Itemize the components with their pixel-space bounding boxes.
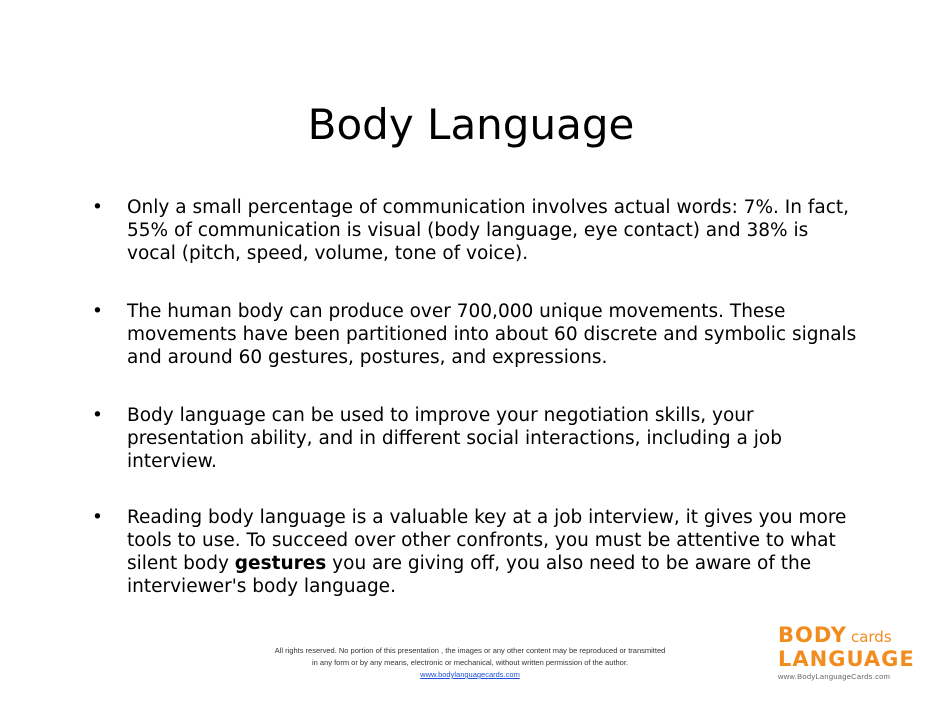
bullet-item <box>92 196 862 265</box>
website-link[interactable]: www.bodylanguagecards.com <box>420 670 520 679</box>
bullet-marker: • <box>92 197 103 218</box>
bullet-item <box>92 404 862 473</box>
copyright-line-2: in any form or by any means, electronic or mechanical, without written permission of the author. <box>312 658 628 667</box>
bullet-text-after: you are giving off, you also need to be aware of the interviewer's body language. <box>127 553 812 597</box>
bullet-text: Only a small percentage of communication involves actual words: 7%. In fact, 55% of communication is visual (body language, eye contact) and 38% is vocal (pitch, speed, volume, tone of voice). <box>127 197 850 264</box>
bullet-item <box>92 300 862 369</box>
bullet-text: Body language can be used to improve your negotiation skills, your presentation ability, and in different social interactions, including a job interview. <box>127 405 782 472</box>
bullet-text <box>127 507 846 597</box>
bullet-text-before: Reading body language is a valuable key at a job interview, it gives you more tools to use. To succeed over other confronts, you must be attentive to what silent body <box>127 507 847 574</box>
copyright-footer <box>250 645 690 681</box>
logo-url: www.BodyLanguageCards.com <box>778 672 891 681</box>
body-language-cards-logo <box>778 623 915 684</box>
bullet-marker: • <box>92 405 103 426</box>
logo-word-body: BODY <box>778 623 847 647</box>
bullet-item <box>92 506 862 598</box>
logo-word-cards: cards <box>850 628 892 646</box>
bullet-marker: • <box>92 507 103 528</box>
logo-top-row <box>778 624 908 648</box>
logo-word-language: LANGUAGE <box>778 647 915 671</box>
copyright-line-1: All rights reserved. No portion of this presentation , the images or any other content may be reproduced or transmitted <box>274 646 666 655</box>
bullet-text-bold: gestures <box>234 553 327 574</box>
bullet-marker: • <box>92 301 103 322</box>
bullet-text: The human body can produce over 700,000 unique movements. These movements have been partitioned into about 60 discrete and symbolic signals and around 60 gestures, postures, and expressions. <box>127 301 857 368</box>
slide-title: Body Language <box>307 100 635 149</box>
